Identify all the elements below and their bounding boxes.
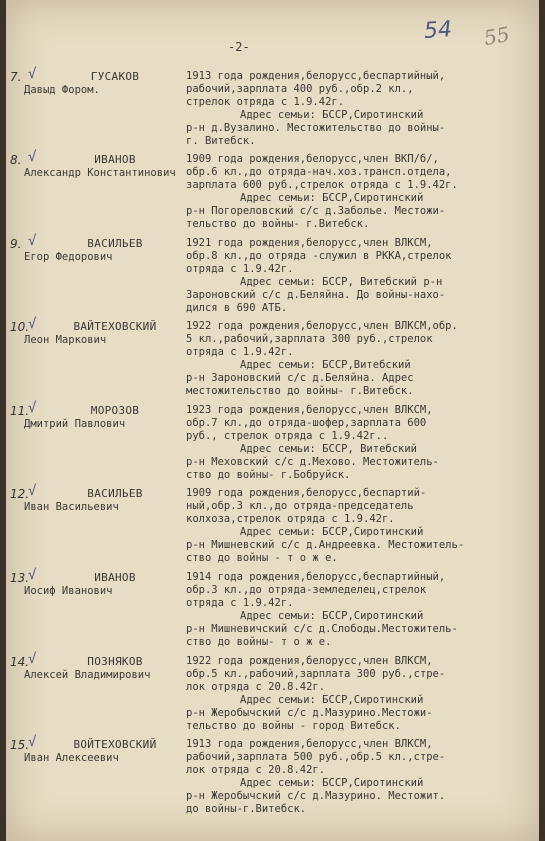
person-surname: ВАСИЛЬЕВ bbox=[87, 237, 143, 250]
details-line: рабочий,зарплата 500 руб.,обр.5 кл.,стре- bbox=[186, 751, 446, 763]
checkmark-icon: √ bbox=[28, 400, 37, 416]
person-surname: ИВАНОВ bbox=[94, 153, 136, 166]
entry-details bbox=[186, 237, 506, 315]
details-line: Адрес семьи: БССР,Сиротинский bbox=[240, 526, 424, 538]
checkmark-icon: √ bbox=[28, 233, 37, 249]
details-line: Зароновский с/с д.Беляйна. До войны-нахо- bbox=[186, 289, 446, 301]
details-line: ство до войны - т о ж е. bbox=[186, 552, 338, 564]
details-line: обр.8 кл.,до отряда -служил в РККА,стрелок bbox=[186, 250, 452, 262]
details-line: 1922 года рождения,белорусс,член ВЛКСМ, bbox=[186, 655, 433, 667]
person-given-names: Иосиф Иванович bbox=[24, 585, 113, 597]
details-line: зарплата 600 руб.,стрелок отряда с 1.9.42г. bbox=[186, 179, 458, 191]
person-given-names: Алексей Владимирович bbox=[24, 669, 151, 681]
person-given-names: Дмитрий Павлович bbox=[24, 418, 126, 430]
entry-number: 12. bbox=[10, 487, 30, 501]
details-line: Адрес семьи: БССР,Сиротинский bbox=[240, 777, 424, 789]
person-surname: ВОЙТЕХОВСКИЙ bbox=[73, 738, 157, 751]
checkmark-icon: √ bbox=[28, 316, 37, 332]
details-line: р-н Мишневский с/с д.Андреевка. Местожитель- bbox=[186, 539, 465, 551]
entry-details bbox=[186, 70, 506, 148]
entry-number: 15. bbox=[10, 738, 30, 752]
details-line: обр.5 кл.,рабочий,зарплата 300 руб.,стре- bbox=[186, 668, 446, 680]
details-line: р-н Меховский с/с д.Мехово. Местожитель- bbox=[186, 456, 439, 468]
person-given-names: Иван Васильевич bbox=[24, 501, 119, 513]
entry-details bbox=[186, 404, 506, 482]
details-line: Адрес семьи: БССР,Сиротинский bbox=[240, 610, 424, 622]
entry-details bbox=[186, 571, 506, 649]
details-line: местожительство до войны- г.Витебск. bbox=[186, 385, 414, 397]
details-line: отряда с 1.9.42г. bbox=[186, 597, 294, 609]
person-given-names: Александр Константинович bbox=[24, 167, 176, 179]
details-line: р-н Жеробычский с/с д.Мазурино. Местожит. bbox=[186, 790, 446, 802]
details-line: 1909 года рождения,белорусс,член ВКП/б/, bbox=[186, 153, 439, 165]
details-line: рабочий,зарплата 400 руб.,обр.2 кл., bbox=[186, 83, 414, 95]
person-given-names: Иван Алексеевич bbox=[24, 752, 119, 764]
archive-page-number: 54 bbox=[423, 17, 453, 44]
details-line: 1909 года рождения,белорусс,беспартий- bbox=[186, 487, 427, 499]
details-line: р-н Погореловский с/с д.Заболье. Местожи- bbox=[186, 205, 446, 217]
details-line: р-н Жеробычский с/с д.Мазурино.Местожи- bbox=[186, 707, 433, 719]
person-given-names: Давыд Фором. bbox=[24, 84, 100, 96]
details-line: 1913 года рождения,белорусс,член ВЛКСМ, bbox=[186, 738, 433, 750]
entry-details bbox=[186, 487, 506, 565]
details-line: 5 кл.,рабочий,зарплата 300 руб.,стрелок bbox=[186, 333, 433, 345]
details-line: стрелок отряда с 1.9.42г. bbox=[186, 96, 345, 108]
details-line: лок отряда с 20.8.42г. bbox=[186, 764, 326, 776]
checkmark-icon: √ bbox=[28, 651, 37, 667]
checkmark-icon: √ bbox=[28, 149, 37, 165]
details-line: отряда с 1.9.42г. bbox=[186, 346, 294, 358]
person-surname: ВАСИЛЬЕВ bbox=[87, 487, 143, 500]
details-line: тельство до войны - город Витебск. bbox=[186, 720, 401, 732]
entry-number: 14. bbox=[10, 655, 30, 669]
details-line: тельство до войны- г.Витебск. bbox=[186, 218, 370, 230]
details-line: г. Витебск. bbox=[186, 135, 256, 147]
entry-number: 11. bbox=[10, 404, 30, 418]
details-line: обр.6 кл.,до отряда-нач.хоз.трансп.отдела, bbox=[186, 166, 452, 178]
entry-number: 7. bbox=[10, 70, 22, 84]
document-page bbox=[6, 0, 539, 841]
details-line: р-н Зароновский с/с д.Беляйна. Адрес bbox=[186, 372, 414, 384]
entry-number: 9. bbox=[10, 237, 22, 251]
details-line: обр.7 кл.,до отряда-шофер,зарплата 600 bbox=[186, 417, 427, 429]
details-line: ство до войны- г.Бобруйск. bbox=[186, 469, 351, 481]
checkmark-icon: √ bbox=[28, 567, 37, 583]
person-surname: ВАЙТЕХОВСКИЙ bbox=[73, 320, 157, 333]
checkmark-icon: √ bbox=[28, 66, 37, 82]
entry-number: 10. bbox=[10, 320, 30, 334]
details-line: Адрес семьи: БССР,Сиротинский bbox=[240, 192, 424, 204]
details-line: 1923 года рождения,белорусс,член ВЛКСМ, bbox=[186, 404, 433, 416]
details-line: Адрес семьи: БССР,Сиротинский bbox=[240, 694, 424, 706]
details-line: 1921 года рождения,белорусс,член ВЛКСМ, bbox=[186, 237, 433, 249]
archive-page-mark: 55 bbox=[482, 21, 512, 51]
details-line: ный,обр.3 кл.,до отряда-председатель bbox=[186, 500, 414, 512]
checkmark-icon: √ bbox=[28, 483, 37, 499]
person-given-names: Егор Федорович bbox=[24, 251, 113, 263]
details-line: р-н Мишневичский с/с д.Слободы.Местожитель- bbox=[186, 623, 458, 635]
details-line: обр.3 кл.,до отряда-земледелец,стрелок bbox=[186, 584, 427, 596]
details-line: дился в 690 АТБ. bbox=[186, 302, 288, 314]
details-line: до войны-г.Витебск. bbox=[186, 803, 307, 815]
details-line: Адрес семьи: БССР, Витебский bbox=[240, 443, 418, 455]
entry-number: 13. bbox=[10, 571, 30, 585]
details-line: Адрес семьи: БССР,Сиротинский bbox=[240, 109, 424, 121]
entry-number: 8. bbox=[10, 153, 22, 167]
person-surname: ПОЗНЯКОВ bbox=[87, 655, 143, 668]
person-given-names: Леон Маркович bbox=[24, 334, 107, 346]
entry-details bbox=[186, 738, 506, 816]
details-line: Адрес семьи: БССР,Витебский bbox=[240, 359, 411, 371]
details-line: руб., стрелок отряда с 1.9.42г.. bbox=[186, 430, 389, 442]
details-line: 1913 года рождения,белорусс,беспартийный, bbox=[186, 70, 446, 82]
page-number: -2- bbox=[228, 40, 250, 54]
entry-details bbox=[186, 153, 506, 231]
details-line: 1922 года рождения,белорусс,член ВЛКСМ,обр. bbox=[186, 320, 458, 332]
details-line: ство до войны- т о ж е. bbox=[186, 636, 332, 648]
details-line: отряда с 1.9.42г. bbox=[186, 263, 294, 275]
person-surname: МОРОЗОВ bbox=[90, 404, 140, 417]
entry-details bbox=[186, 655, 506, 733]
details-line: 1914 года рождения,белорусс,беспартийный, bbox=[186, 571, 446, 583]
person-surname: ИВАНОВ bbox=[94, 571, 136, 584]
details-line: лок отряда с 20.8.42г. bbox=[186, 681, 326, 693]
checkmark-icon: √ bbox=[28, 734, 37, 750]
details-line: Адрес семьи: БССР, Витебский р-н bbox=[240, 276, 443, 288]
details-line: р-н д.Вузалино. Местожительство до войны- bbox=[186, 122, 446, 134]
details-line: колхоза,стрелок отряда с 1.9.42г. bbox=[186, 513, 395, 525]
person-surname: ГУСАКОВ bbox=[90, 70, 140, 83]
entry-details bbox=[186, 320, 506, 398]
